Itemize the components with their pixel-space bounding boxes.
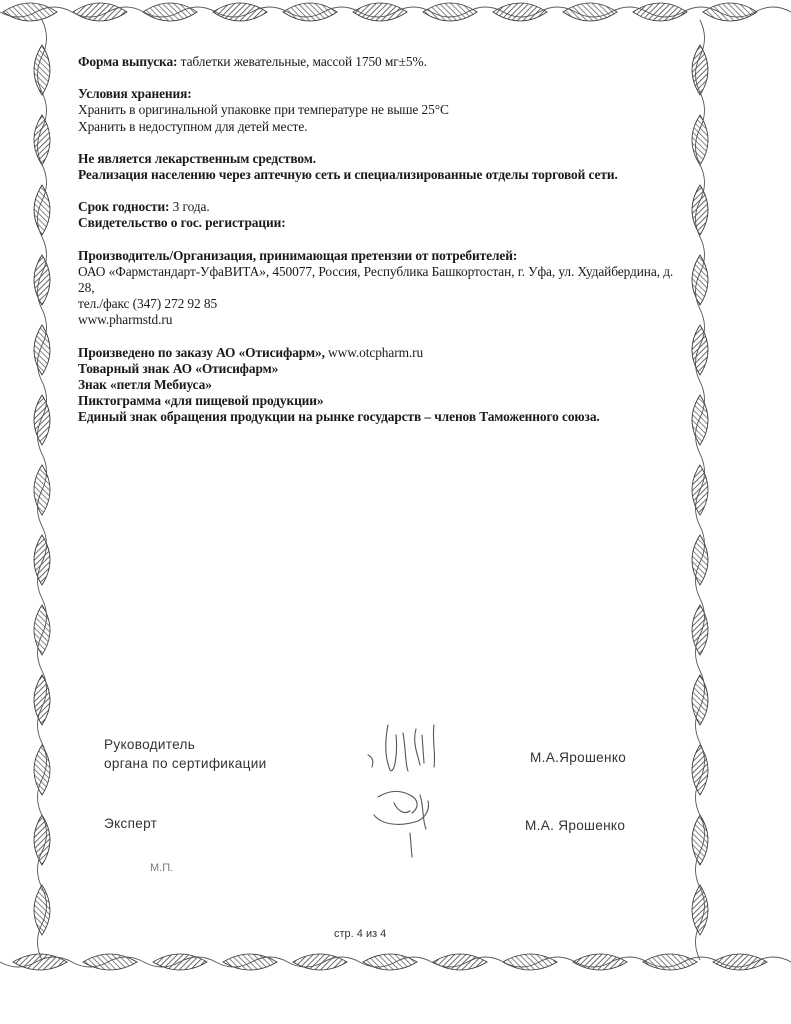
border-ornament [34, 185, 50, 235]
border-ornament [573, 954, 627, 970]
border-ornament [143, 3, 197, 21]
sales-notice: Реализация населению через аптечную сеть и специализированные отделы торговой сети. [78, 167, 618, 183]
manufacturer-site: www.pharmstd.ru [78, 312, 173, 328]
expert-title: Эксперт [104, 816, 158, 831]
border-ornament [34, 605, 50, 655]
border-ornament [563, 3, 617, 21]
border-ornament [34, 745, 50, 795]
border-ornament [692, 325, 708, 375]
border-ornament [692, 605, 708, 655]
border-ornament [692, 45, 708, 95]
border-ornament [633, 3, 687, 21]
food-pictogram: Пиктограмма «для пищевой продукции» [78, 393, 324, 409]
stamp-placeholder: М.П. [150, 862, 174, 874]
border-ornament [692, 815, 708, 865]
border-ornament [34, 115, 50, 165]
manufacturer-phone: тел./факс (347) 272 92 85 [78, 296, 218, 312]
border-ornament [433, 954, 487, 970]
mobius-loop-mark: Знак «петля Мебиуса» [78, 377, 212, 393]
border-ornament [692, 185, 708, 235]
border-ornament [3, 3, 57, 21]
border-ornament [34, 395, 50, 445]
document-body [78, 54, 678, 426]
head-title-line-1: Руководитель [104, 737, 196, 752]
border-ornament [34, 885, 50, 935]
page-number: стр. 4 из 4 [334, 928, 387, 940]
border-ornament [692, 675, 708, 725]
border-ornament [34, 675, 50, 725]
border-ornament [692, 745, 708, 795]
border-ornament [283, 3, 337, 21]
shelf-life: Срок годности: 3 года. [78, 199, 210, 215]
border-ornament [713, 954, 767, 970]
border-ornament [692, 115, 708, 165]
border-ornament [703, 3, 757, 21]
border-ornament [363, 954, 417, 970]
border-ornament [643, 954, 697, 970]
border-ornament [213, 3, 267, 21]
border-ornament [34, 255, 50, 305]
head-name: М.А.Ярошенко [530, 750, 627, 765]
border-ornament [503, 954, 557, 970]
border-ornament [223, 954, 277, 970]
border-ornament [73, 3, 127, 21]
border-ornament [293, 954, 347, 970]
border-ornament [353, 3, 407, 21]
registration-certificate: Свидетельство о гос. регистрации: [78, 215, 286, 231]
border-ornament [692, 395, 708, 445]
head-title-line-2: органа по сертификации [104, 756, 267, 771]
manufacturer-address: ОАО «Фармстандарт-УфаВИТА», 450077, Россия, Республика Башкортостан, г. Уфа, ул. Худайбердина, д. 28, [78, 263, 674, 296]
storage-line-2: Хранить в недоступном для детей месте. [78, 118, 308, 134]
handwritten-signature [348, 715, 458, 860]
storage-line-1: Хранить в оригинальной упаковке при температуре не выше 25°С [78, 102, 449, 118]
not-medicine-notice: Не является лекарственным средством. [78, 150, 317, 166]
storage-title: Условия хранения: [78, 86, 192, 102]
border-ornament [34, 45, 50, 95]
manufacturer-title: Производитель/Организация, принимающая претензии от потребителей: [78, 247, 518, 263]
border-ornament [692, 255, 708, 305]
eac-mark: Единый знак обращения продукции на рынке государств – членов Таможенного союза. [78, 409, 600, 425]
release-form: Форма выпуска: таблетки жевательные, массой 1750 мг±5%. [78, 54, 427, 69]
border-ornament [34, 535, 50, 585]
border-ornament [34, 815, 50, 865]
expert-name: М.А. Ярошенко [525, 818, 626, 833]
border-ornament [692, 535, 708, 585]
trademark: Товарный знак АО «Отисифарм» [78, 360, 279, 376]
border-ornament [34, 325, 50, 375]
border-ornament [692, 885, 708, 935]
ordered-by: Произведено по заказу АО «Отисифарм», www.otcpharm.ru [78, 344, 424, 360]
border-ornament [83, 954, 137, 970]
